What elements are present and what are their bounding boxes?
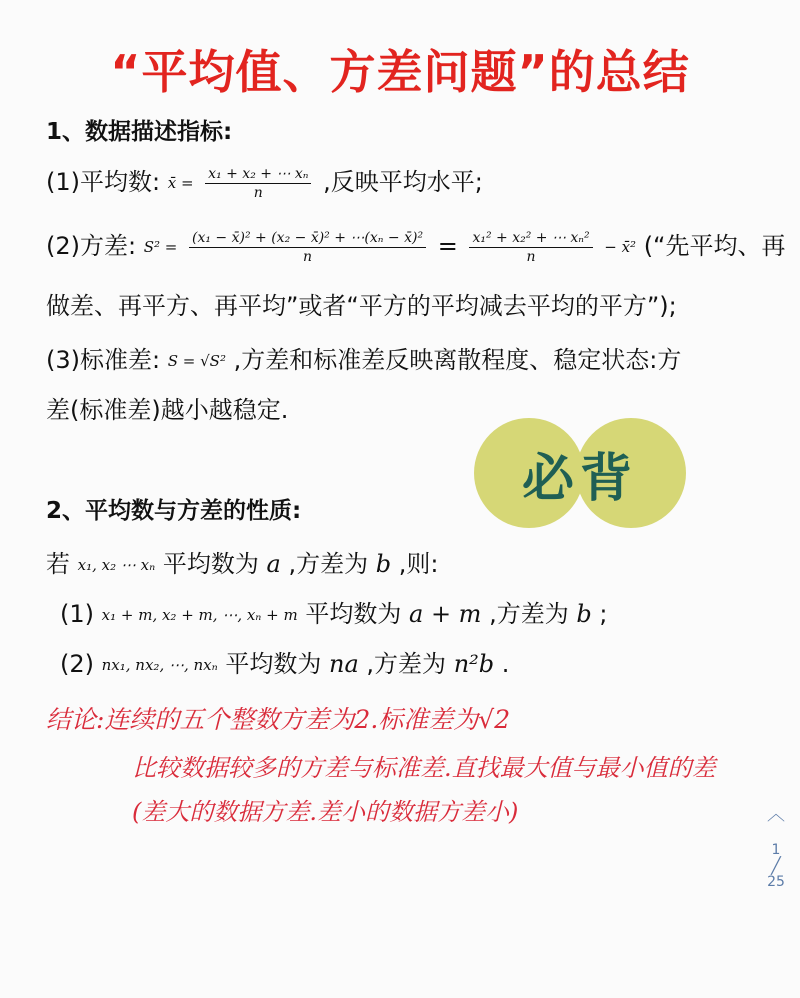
variance-desc-1: (“先平均、再: [643, 232, 786, 260]
variance-numerator-2: x₁² + x₂² + ⋯ xₙ²: [469, 229, 592, 248]
property1-label: (1): [60, 600, 94, 628]
must-memorize-badge: [474, 418, 686, 530]
property1-mid: 平均数为: [305, 600, 402, 628]
property2-mid: 平均数为: [225, 650, 322, 678]
property1-end: ;: [599, 600, 608, 628]
mean-denominator: n: [253, 184, 263, 201]
property2-var: n²b: [453, 650, 495, 678]
given-line: [46, 544, 438, 579]
given-b: b: [375, 550, 392, 578]
stddev-desc-1: ,方差和标准差反映离散程度、稳定状态:方: [233, 346, 682, 374]
mean-label: (1)平均数:: [46, 168, 161, 196]
property1-mean: a + m: [409, 600, 482, 628]
property1-var: b: [576, 600, 592, 628]
property2-mid2: ,方差为: [366, 650, 447, 678]
page-title: “平均值、方差问题”的总结: [110, 45, 690, 99]
given-prefix: 若: [46, 550, 70, 578]
property1-line: [60, 594, 607, 629]
badge-text: 必背: [521, 449, 638, 509]
page-separator: ╱: [771, 856, 781, 875]
variance-line: [46, 226, 785, 266]
variance-denominator-1: n: [303, 248, 313, 265]
given-a: a: [266, 550, 281, 578]
variance-fraction-2: [469, 229, 592, 266]
variance-denominator-2: n: [526, 248, 536, 265]
given-vars: x₁, x₂ ⋯ xₙ: [77, 556, 156, 574]
variance-lhs: S² =: [143, 238, 178, 256]
given-mid: 平均数为: [162, 550, 259, 578]
property2-end: .: [501, 650, 510, 678]
variance-tail: − x̄²: [604, 238, 637, 256]
section1-heading: 1、数据描述指标:: [46, 119, 233, 145]
mean-lhs: x̄ =: [167, 174, 194, 192]
mean-line: [46, 162, 483, 202]
stddev-label: (3)标准差:: [46, 346, 161, 374]
given-mid2: ,方差为: [288, 550, 369, 578]
property1-expr: x₁ + m, x₂ + m, ⋯, xₙ + m: [101, 606, 298, 624]
variance-fraction-1: [189, 229, 426, 266]
property1-mid2: ,方差为: [489, 600, 569, 628]
handwritten-line-2: 比较数据较多的方差与标准差.直找最大值与最小值的差: [132, 754, 716, 782]
mean-numerator: x₁ + x₂ + ⋯ xₙ: [205, 165, 311, 184]
property2-line: [60, 644, 509, 679]
stddev-desc-2: 差(标准差)越小越稳定.: [46, 396, 289, 424]
variance-desc-2: 做差、再平方、再平均”或者“平方的平均减去平均的平方”);: [46, 292, 677, 320]
chevron-up-icon[interactable]: ︿: [767, 804, 785, 825]
page-current: 1: [771, 842, 781, 858]
stddev-formula: S = √S²: [167, 352, 226, 370]
mean-fraction: [205, 165, 311, 202]
property2-mean: na: [329, 650, 359, 678]
given-end: ,则:: [398, 550, 439, 578]
variance-label: (2)方差:: [46, 232, 137, 260]
section2-heading: 2、平均数与方差的性质:: [46, 498, 302, 524]
handwritten-conclusion: 结论:连续的五个整数方差为2.标准差为√2: [46, 705, 511, 734]
property2-label: (2): [60, 650, 94, 678]
page-total: 25: [767, 874, 785, 890]
property2-expr: nx₁, nx₂, ⋯, nxₙ: [101, 656, 218, 674]
page-indicator: [758, 800, 794, 890]
stddev-line: [46, 340, 681, 375]
handwritten-line-3: (差大的数据方差.差小的数据方差小): [132, 798, 519, 826]
mean-desc: ,反映平均水平;: [323, 168, 483, 196]
variance-equals: =: [437, 232, 458, 260]
variance-numerator-1: (x₁ − x̄)² + (x₂ − x̄)² + ⋯(xₙ − x̄)²: [189, 229, 426, 248]
